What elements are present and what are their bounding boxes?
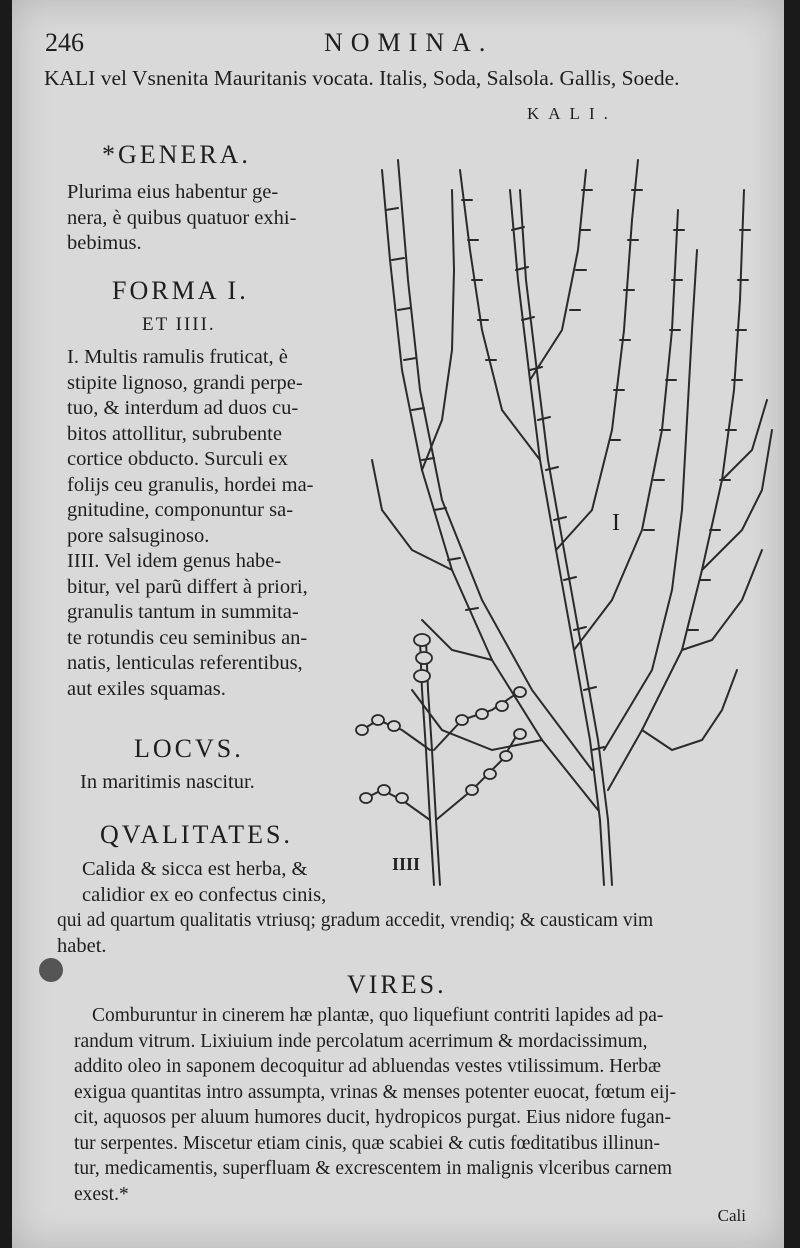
text-line: randum vitrum. Lixiuium inde percolatum acerrimum & mordacissimum, — [74, 1030, 648, 1052]
book-page — [12, 0, 784, 1248]
forma-text — [67, 345, 357, 702]
text-line: addito oleo in saponem decoquitur ad abluendas vestes vtilissimum. Herbæ — [74, 1056, 662, 1077]
page-number: 246 — [45, 28, 84, 57]
text-line: cortice obducto. Surculi ex — [67, 448, 288, 470]
kali-plant-illustration — [342, 130, 782, 900]
text-line: granulis tantum in summita- — [67, 601, 299, 623]
running-head: NOMINA. — [324, 28, 494, 57]
text-line: calidior ex eo confectus cinis, — [82, 883, 327, 906]
text-line: IIII. Vel idem genus habe- — [67, 550, 282, 572]
locus-heading: LOCVS. — [134, 734, 244, 763]
text-line: stipite lignoso, grandi perpe- — [67, 371, 303, 394]
text-line: te rotundis ceu seminibus an- — [67, 626, 308, 649]
plant-names-line: KALI vel Vsnenita Mauritanis vocata. Italis, Soda, Salsola. Gallis, Soede. — [44, 66, 680, 90]
figure-title: KALI. — [527, 104, 617, 123]
text-line: tuo, & interdum ad duos cu- — [67, 397, 299, 419]
text-line: habet. — [57, 934, 107, 957]
ink-blot — [39, 958, 63, 982]
qualitates-heading: QVALITATES. — [100, 820, 293, 849]
text-line: bitur, vel parũ differt à priori, — [67, 575, 308, 598]
vires-heading: VIRES. — [347, 970, 447, 999]
locus-text: In maritimis nascitur. — [80, 771, 255, 793]
text-line: Comburuntur in cinerem hæ plantæ, quo liquefiunt contriti lapides ad pa- — [92, 1005, 664, 1026]
text-line: folijs ceu granulis, hordei ma- — [67, 473, 314, 496]
text-line: nera, è quibus quatuor exhi- — [67, 206, 297, 229]
text-line: bitos attollitur, subrubente — [67, 422, 282, 445]
figure-label-4: IIII — [392, 854, 421, 874]
text-line: cit, aquosos per aluum humores ducit, hydropicos purgat. Eius nidore fugan- — [74, 1107, 671, 1128]
figure-label-1: I — [612, 510, 620, 536]
text-line: Calida & sicca est herba, & — [82, 858, 308, 880]
text-line: tur serpentes. Miscetur etiam cinis, quæ scabiei & cutis fœditatibus illinun- — [74, 1132, 660, 1154]
vires-text — [74, 1003, 794, 1207]
forma-subheading: ET IIII. — [142, 314, 216, 335]
text-line: exigua quantitas intro assumpta, vrinas & menses potenter euocat, fœtum eij- — [74, 1081, 677, 1103]
text-line: aut exiles squamas. — [67, 677, 226, 700]
text-line: qui ad quartum qualitatis vtriusq; gradum accedit, vrendiq; & causticam vim — [57, 910, 654, 931]
text-line: pore salsuginoso. — [67, 524, 210, 547]
forma-heading: FORMA I. — [112, 276, 249, 305]
genera-heading: *GENERA. — [102, 140, 251, 169]
text-line: bebimus. — [67, 232, 142, 254]
text-line: I. Multis ramulis fruticat, è — [67, 346, 288, 368]
text-line: exest.* — [74, 1183, 129, 1205]
catchword: Cali — [717, 1206, 746, 1225]
text-line: tur, medicamentis, superfluam & excrescentem in malignis vlceribus carnem — [74, 1158, 673, 1179]
text-line: Plurima eius habentur ge- — [67, 181, 279, 203]
text-line: natis, lenticulas referentibus, — [67, 652, 303, 674]
text-line: gnitudine, componuntur sa- — [67, 499, 294, 521]
genera-text — [67, 180, 357, 257]
